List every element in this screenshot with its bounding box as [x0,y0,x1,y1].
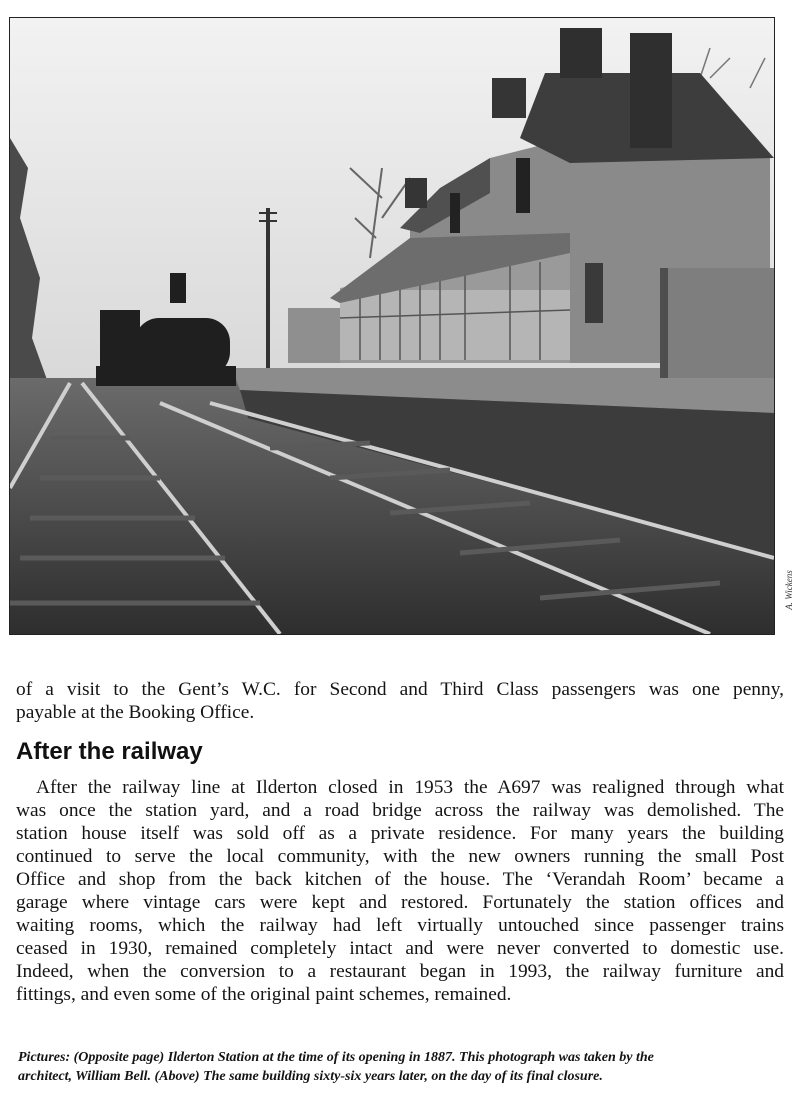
paragraph-line: fittings, and even some of the original paint schemes, remained. [16,984,512,1005]
station-photo [9,17,775,635]
caption-line: Pictures: (Opposite page) Ilderton Station at the time of its opening in 1887. This photograph was taken by the [18,1050,654,1065]
paragraph-line: Office and shop from the back kitchen of the house. The ‘Verandah Room’ became a [16,869,784,890]
paragraph-line: waiting rooms, which the railway had left virtually untouched since passenger trains [16,915,784,936]
paragraph-line: payable at the Booking Office. [16,702,255,723]
photo-credit [779,560,799,620]
paragraph-line: After the railway line at Ilderton closed in 1953 the A697 was realigned through what [36,777,784,798]
photo-caption [18,1048,784,1086]
caption-line: architect, William Bell. (Above) The same building sixty-six years later, on the day of its final closure. [18,1069,603,1084]
paragraph-line: continued to serve the local community, with the new owners running the small Post [16,846,784,867]
paragraph-line: Indeed, when the conversion to a restaurant began in 1993, the railway furniture and [16,961,784,982]
paragraph-line: of a visit to the Gent’s W.C. for Second and Third Class passengers was one penny, [16,679,784,700]
section-heading: After the railway [16,738,203,765]
continuation-paragraph [16,678,784,724]
railway-station-photo-icon [10,18,774,634]
paragraph-line: garage where vintage cars were kept and restored. Fortunately the station offices and [16,892,784,913]
paragraph-line: ceased in 1930, remained completely intact and were never converted to domestic use. [16,938,784,959]
paragraph-line: station house itself was sold off as a private residence. For many years the building [16,823,784,844]
paragraph-line: was once the station yard, and a road bridge across the railway was demolished. The [16,800,784,821]
section-paragraph [16,776,784,1006]
photo-credit-text: A. Wickens [784,570,794,610]
